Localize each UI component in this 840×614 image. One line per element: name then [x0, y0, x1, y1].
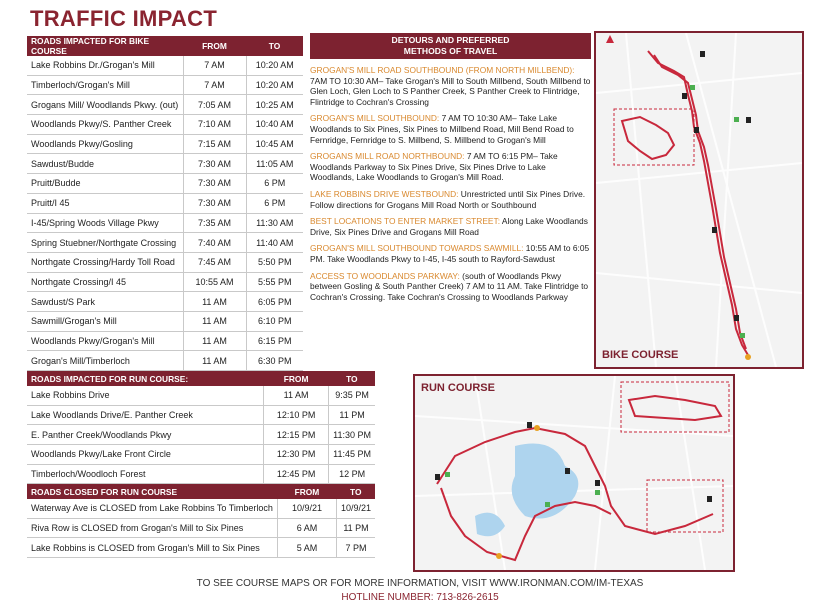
to-cell: 5:50 PM [246, 252, 303, 272]
to-cell: 11:05 AM [246, 154, 303, 174]
page-title: TRAFFIC IMPACT [30, 6, 218, 31]
to-cell: 10:20 AM [246, 56, 303, 75]
footer-info: TO SEE COURSE MAPS OR FOR MORE INFORMATION, VISIT WWW.IRONMAN.COM/IM-TEXAS [196, 578, 644, 589]
from-cell: 12:10 PM [264, 405, 329, 425]
to-cell: 11:45 PM [329, 445, 375, 465]
to-cell: 11 PM [329, 405, 375, 425]
bike-table-row [27, 252, 303, 272]
bike-inset-loop [622, 117, 674, 159]
detour-heading: GROGAN'S MILL SOUTHBOUND TOWARDS SAWMILL: [310, 243, 524, 254]
to-cell: 12 PM [329, 464, 375, 484]
from-cell: 7:40 AM [183, 233, 246, 253]
lake-water-south [475, 513, 505, 537]
from-cell: 7:30 AM [183, 154, 246, 174]
to-cell: 5:55 PM [246, 272, 303, 292]
to-cell: 11:40 AM [246, 233, 303, 253]
road-cell: Sawdust/Budde [27, 154, 183, 174]
bike-course-map[interactable] [594, 31, 804, 369]
bike-markers [682, 51, 751, 321]
to-cell: 9:35 PM [329, 386, 375, 405]
road-cell: Northgate Crossing/Hardy Toll Road [27, 252, 183, 272]
detour-text: 10:55 AM to 6:05 PM. Take Woodlands Pkwy to I-45, I-45 south to Rayford-Sawdust [310, 243, 590, 264]
bike-map-graphic [596, 33, 802, 367]
closed-table-row [27, 518, 375, 538]
from-cell: 7:05 AM [183, 95, 246, 115]
bike-table-row [27, 134, 303, 154]
detour-heading: GROGAN'S MILL SOUTHBOUND: [310, 113, 440, 124]
from-cell: 7:30 AM [183, 174, 246, 194]
closed-roads-table [27, 484, 375, 558]
bike-course-table [27, 36, 303, 371]
detour-item [310, 271, 591, 303]
from-cell: 11 AM [183, 331, 246, 351]
run-map-graphic [415, 376, 733, 570]
bike-table-row [27, 95, 303, 115]
closed-col-road: ROADS CLOSED FOR RUN COURSE [27, 484, 277, 499]
road-cell: E. Panther Creek/Woodlands Pkwy [27, 425, 264, 445]
from-cell: 11 AM [183, 311, 246, 331]
detours-list [310, 65, 591, 302]
to-cell: 6:05 PM [246, 292, 303, 312]
from-cell: 12:15 PM [264, 425, 329, 445]
bike-col-to: TO [246, 36, 303, 56]
detour-text: Unrestricted until Six Pines Drive. Follow directions for Grogans Mill Road North or Southbound [310, 188, 586, 210]
bike-table-row [27, 56, 303, 75]
to-cell: 10/9/21 [336, 499, 375, 518]
north-arrow-icon [606, 35, 614, 43]
from-cell: 7 AM [183, 75, 246, 95]
from-cell: 11 AM [183, 351, 246, 371]
from-cell: 12:30 PM [264, 445, 329, 465]
road-cell: Timberloch/Grogan's Mill [27, 75, 183, 95]
detour-item [310, 189, 591, 210]
bike-table-row [27, 351, 303, 371]
road-cell: Lake Robbins is CLOSED from Grogan's Mill to Six Pines [27, 538, 277, 558]
to-cell: 6:30 PM [246, 351, 303, 371]
from-cell: 7 AM [183, 56, 246, 75]
bike-col-from: FROM [183, 36, 246, 56]
detour-item [310, 216, 591, 237]
bike-table-row [27, 193, 303, 213]
bike-table-row [27, 331, 303, 351]
road-cell: Spring Stuebner/Northgate Crossing [27, 233, 183, 253]
detour-text: 7 AM TO 6:15 PM– Take Woodlands Parkway to Six Pines Drive, Six Pines Drive to Lake Woodlands, Lake Woodlands to Grogan's Mill Road. [310, 151, 558, 183]
to-cell: 11:30 AM [246, 213, 303, 233]
to-cell: 7 PM [336, 538, 375, 558]
bike-table-row [27, 75, 303, 95]
road-cell: Lake Robbins Dr./Grogan's Mill [27, 56, 183, 75]
closed-col-to: TO [336, 484, 375, 499]
road-cell: Grogans Mill/ Woodlands Pkwy. (out) [27, 95, 183, 115]
detour-heading: GROGAN'S MILL ROAD SOUTHBOUND (FROM NORTH MILLBEND): [310, 65, 575, 75]
detour-item [310, 151, 591, 183]
bike-table-row [27, 115, 303, 135]
run-table-row [27, 464, 375, 484]
bike-course-label: BIKE COURSE [602, 349, 679, 361]
to-cell: 10:40 AM [246, 115, 303, 135]
detour-item [310, 113, 591, 145]
to-cell: 6:10 PM [246, 311, 303, 331]
road-cell: Waterway Ave is CLOSED from Lake Robbins To Timberloch [27, 499, 277, 518]
run-turn-marker-south [496, 553, 502, 559]
bike-table-row [27, 213, 303, 233]
from-cell: 7:30 AM [183, 193, 246, 213]
detour-heading: GROGANS MILL ROAD NORTHBOUND: [310, 151, 465, 162]
to-cell: 10:20 AM [246, 75, 303, 95]
run-course-map[interactable] [413, 374, 735, 572]
run-table-row [27, 425, 375, 445]
to-cell: 6 PM [246, 174, 303, 194]
detour-item [310, 243, 591, 264]
from-cell: 7:15 AM [183, 134, 246, 154]
from-cell: 12:45 PM [264, 464, 329, 484]
road-cell: Sawmill/Grogan's Mill [27, 311, 183, 331]
to-cell: 11 PM [336, 518, 375, 538]
detour-heading: LAKE ROBBINS DRIVE WESTBOUND: [310, 188, 459, 199]
bike-table-row [27, 292, 303, 312]
run-col-to: TO [329, 371, 375, 386]
detours-header-line1: DETOURS AND PREFERRED [391, 35, 510, 45]
detour-text: 7 AM TO 10:30 AM– Take Lake Woodlands to Six Pines, Six Pines to Millbend Road, Mill Bend Road to Fernridge, Fernridge to S. Millbend, S. Millbend to Grogan's Mill [310, 113, 574, 145]
detour-heading: BEST LOCATIONS TO ENTER MARKET STREET: [310, 216, 501, 227]
run-col-from: FROM [264, 371, 329, 386]
from-cell: 10:55 AM [183, 272, 246, 292]
from-cell: 7:45 AM [183, 252, 246, 272]
bike-table-row [27, 174, 303, 194]
bike-table-row [27, 154, 303, 174]
detour-heading: ACCESS TO WOODLANDS PARKWAY: [310, 270, 460, 281]
footer-hotline: HOTLINE NUMBER: 713-826-2615 [341, 592, 499, 603]
detour-text: Along Lake Woodlands Drive, Six Pines Drive and Grogans Mill Road [310, 216, 588, 237]
road-cell: Woodlands Pkwy/S. Panther Creek [27, 115, 183, 135]
from-cell: 5 AM [277, 538, 336, 558]
detour-text: 7AM TO 10:30 AM– Take Grogan's Mill to South Millbend, South Millbend to Glen Loch, Glen Loch to S Panther Creek, S Panther Creek to Flintridge, Flintridge to Cochran's Crossing [310, 75, 591, 107]
run-course-table [27, 371, 375, 484]
run-course-label: RUN COURSE [421, 382, 495, 394]
road-cell: Riva Row is CLOSED from Grogan's Mill to Six Pines [27, 518, 277, 538]
road-cell: I-45/Spring Woods Village Pkwy [27, 213, 183, 233]
to-cell: 11:30 PM [329, 425, 375, 445]
bike-table-row [27, 272, 303, 292]
bike-finish-marker [745, 354, 751, 360]
road-cell: Northgate Crossing/I 45 [27, 272, 183, 292]
bike-table-row [27, 233, 303, 253]
road-cell: Sawdust/S Park [27, 292, 183, 312]
road-cell: Pruitt/I 45 [27, 193, 183, 213]
closed-col-from: FROM [277, 484, 336, 499]
closed-table-row [27, 499, 375, 518]
run-turn-marker [534, 425, 540, 431]
run-table-row [27, 445, 375, 465]
road-cell: Pruitt/Budde [27, 174, 183, 194]
detours-header-line2: METHODS OF TRAVEL [403, 46, 498, 56]
detours-header [310, 33, 591, 59]
to-cell: 6:15 PM [246, 331, 303, 351]
bike-table-row [27, 311, 303, 331]
closed-table-row [27, 538, 375, 558]
from-cell: 6 AM [277, 518, 336, 538]
road-cell: Timberloch/Woodloch Forest [27, 464, 264, 484]
from-cell: 7:10 AM [183, 115, 246, 135]
detour-item [310, 65, 591, 107]
run-table-row [27, 405, 375, 425]
lake-woodlands-water [512, 444, 579, 519]
road-cell: Woodlands Pkwy/Gosling [27, 134, 183, 154]
from-cell: 10/9/21 [277, 499, 336, 518]
detour-text: (south of Woodlands Pkwy between Gosling & South Panther Creek) 7 AM to 11 AM. Take Flintridge to Cochran's Crossing. Take Cochran's Crossing to Woodlands Parkway [310, 270, 589, 302]
from-cell: 11 AM [183, 292, 246, 312]
to-cell: 10:25 AM [246, 95, 303, 115]
from-cell: 11 AM [264, 386, 329, 405]
bike-aid-stations [690, 85, 745, 338]
to-cell: 10:45 AM [246, 134, 303, 154]
road-cell: Woodlands Pkwy/Lake Front Circle [27, 445, 264, 465]
bike-col-road: ROADS IMPACTED FOR BIKE COURSE [27, 36, 183, 56]
road-cell: Woodlands Pkwy/Grogan's Mill [27, 331, 183, 351]
road-cell: Grogan's Mill/Timberloch [27, 351, 183, 371]
road-cell: Lake Woodlands Drive/E. Panther Creek [27, 405, 264, 425]
to-cell: 6 PM [246, 193, 303, 213]
run-inset-top [621, 382, 729, 432]
road-cell: Lake Robbins Drive [27, 386, 264, 405]
detours-section [310, 33, 591, 302]
run-table-row [27, 386, 375, 405]
from-cell: 7:35 AM [183, 213, 246, 233]
run-col-road: ROADS IMPACTED FOR RUN COURSE: [27, 371, 264, 386]
